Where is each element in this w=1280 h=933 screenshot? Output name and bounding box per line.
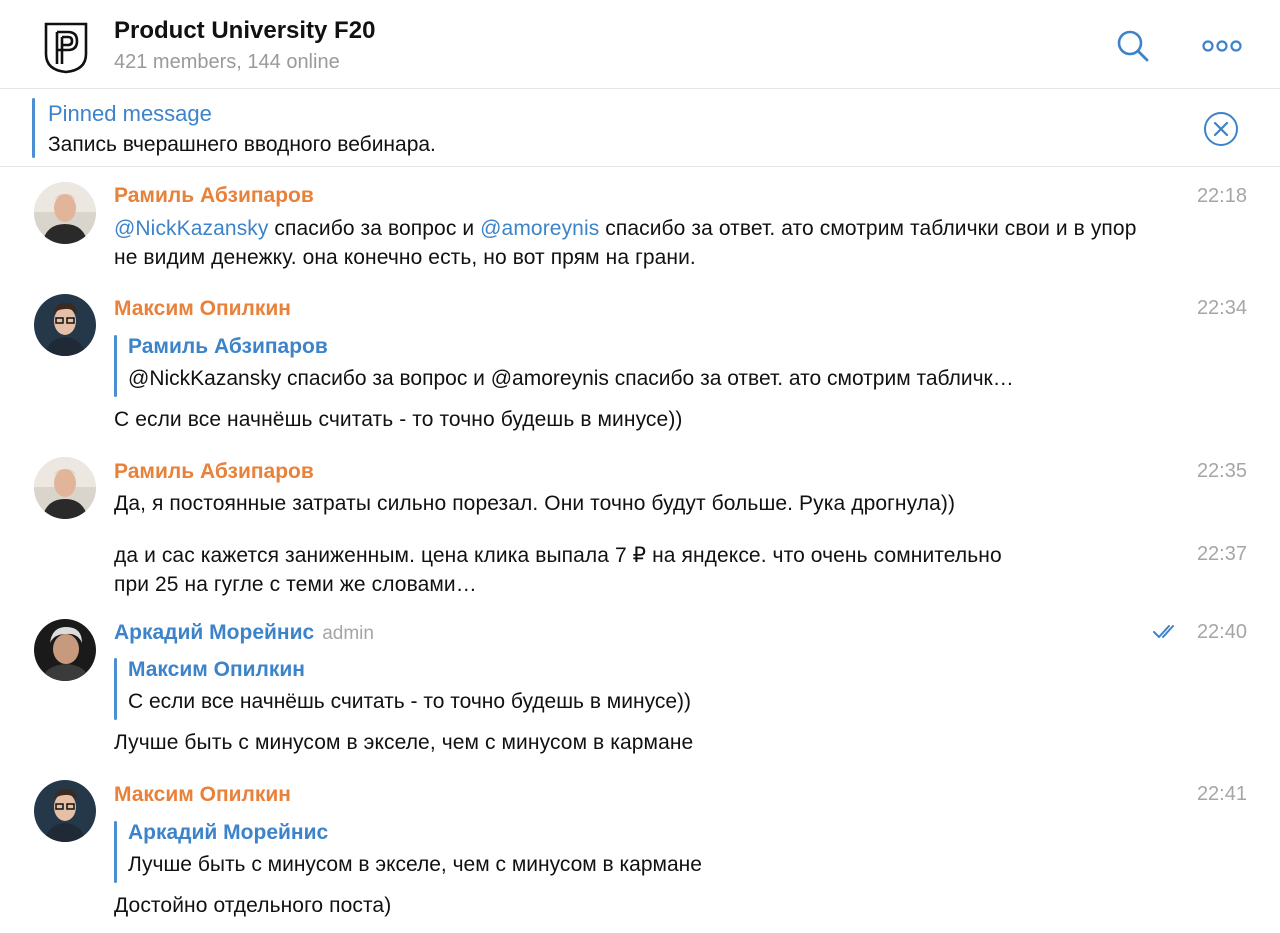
reply-accent-bar — [114, 821, 117, 883]
sender-name[interactable]: Рамиль Абзипаров — [114, 460, 314, 483]
reply-accent-bar — [114, 658, 117, 720]
pinned-text: Запись вчерашнего вводного вебинара. — [48, 133, 436, 156]
reply-sender-name: Рамиль Абзипаров — [128, 335, 328, 358]
message-text: Лучше быть с минусом в экселе, чем с минусом в кармане — [114, 731, 694, 754]
reply-accent-bar — [114, 335, 117, 397]
pinned-accent-bar — [32, 98, 35, 158]
message-time: 22:40 — [1196, 621, 1247, 643]
reply-quote[interactable] — [114, 658, 1174, 720]
sender-name[interactable]: Максим Опилкин — [114, 297, 291, 320]
sender-name[interactable]: Аркадий Морейнис admin — [114, 621, 374, 644]
message-item[interactable] — [0, 780, 1280, 930]
message-text: да и сас кажется заниженным. цена клика выпала 7 ₽ на яндексе. что очень сомнительно при 25 на гугле с теми же словами… — [114, 544, 1002, 596]
message-item[interactable] — [0, 178, 1280, 278]
message-text: @NickKazansky спасибо за вопрос и @amoreynis спасибо за ответ. ато смотрим таблички свои и в упор не видим денежку. она конечно есть, но вот прям на грани. — [114, 217, 1137, 269]
reply-text: С если все начнёшь считать - то точно будешь в минусе)) — [128, 690, 692, 713]
more-icon[interactable] — [1202, 38, 1242, 54]
chat-members-status: 421 members, 144 online — [114, 51, 340, 73]
pinned-message-bar[interactable] — [0, 89, 1280, 167]
avatar[interactable] — [34, 619, 96, 681]
avatar[interactable] — [34, 294, 96, 356]
message-item[interactable] — [0, 617, 1280, 762]
sender-name[interactable]: Максим Опилкин — [114, 783, 291, 806]
mention-link[interactable]: @amoreynis — [480, 217, 600, 240]
avatar[interactable] — [34, 457, 96, 519]
avatar[interactable] — [34, 182, 96, 244]
avatar[interactable] — [34, 780, 96, 842]
mention-link[interactable]: @NickKazansky — [114, 217, 269, 240]
double-check-icon — [1152, 623, 1182, 641]
sender-name[interactable]: Рамиль Абзипаров — [114, 184, 314, 207]
message-item[interactable] — [0, 455, 1280, 525]
reply-quote[interactable] — [114, 821, 1174, 883]
search-icon[interactable] — [1114, 27, 1152, 65]
chat-header — [0, 0, 1280, 89]
message-text: С если все начнёшь считать - то точно будешь в минусе)) — [114, 408, 683, 431]
reply-sender-name: Максим Опилкин — [128, 658, 305, 681]
admin-badge: admin — [322, 623, 374, 644]
pinned-label: Pinned message — [48, 101, 212, 126]
chat-title[interactable]: Product University F20 — [114, 17, 376, 44]
group-logo-icon[interactable] — [42, 22, 90, 74]
reply-sender-name: Аркадий Морейнис — [128, 821, 329, 844]
message-time: 22:35 — [1196, 460, 1247, 482]
reply-text: @NickKazansky спасибо за вопрос и @amoreynis спасибо за ответ. ато смотрим табличк… — [128, 367, 1014, 390]
message-time: 22:37 — [1196, 543, 1247, 565]
reply-quote[interactable] — [114, 335, 1174, 397]
message-time: 22:34 — [1196, 297, 1247, 319]
message-item[interactable] — [0, 540, 1280, 605]
reply-text: Лучше быть с минусом в экселе, чем с минусом в кармане — [128, 853, 702, 876]
close-icon[interactable] — [1203, 111, 1239, 147]
message-text: Да, я постоянные затраты сильно порезал. Они точно будут больше. Рука дрогнула)) — [114, 492, 956, 515]
message-item[interactable] — [0, 292, 1280, 442]
message-time: 22:18 — [1196, 185, 1247, 207]
message-text: Достойно отдельного поста) — [114, 894, 392, 917]
message-time: 22:41 — [1196, 783, 1247, 805]
